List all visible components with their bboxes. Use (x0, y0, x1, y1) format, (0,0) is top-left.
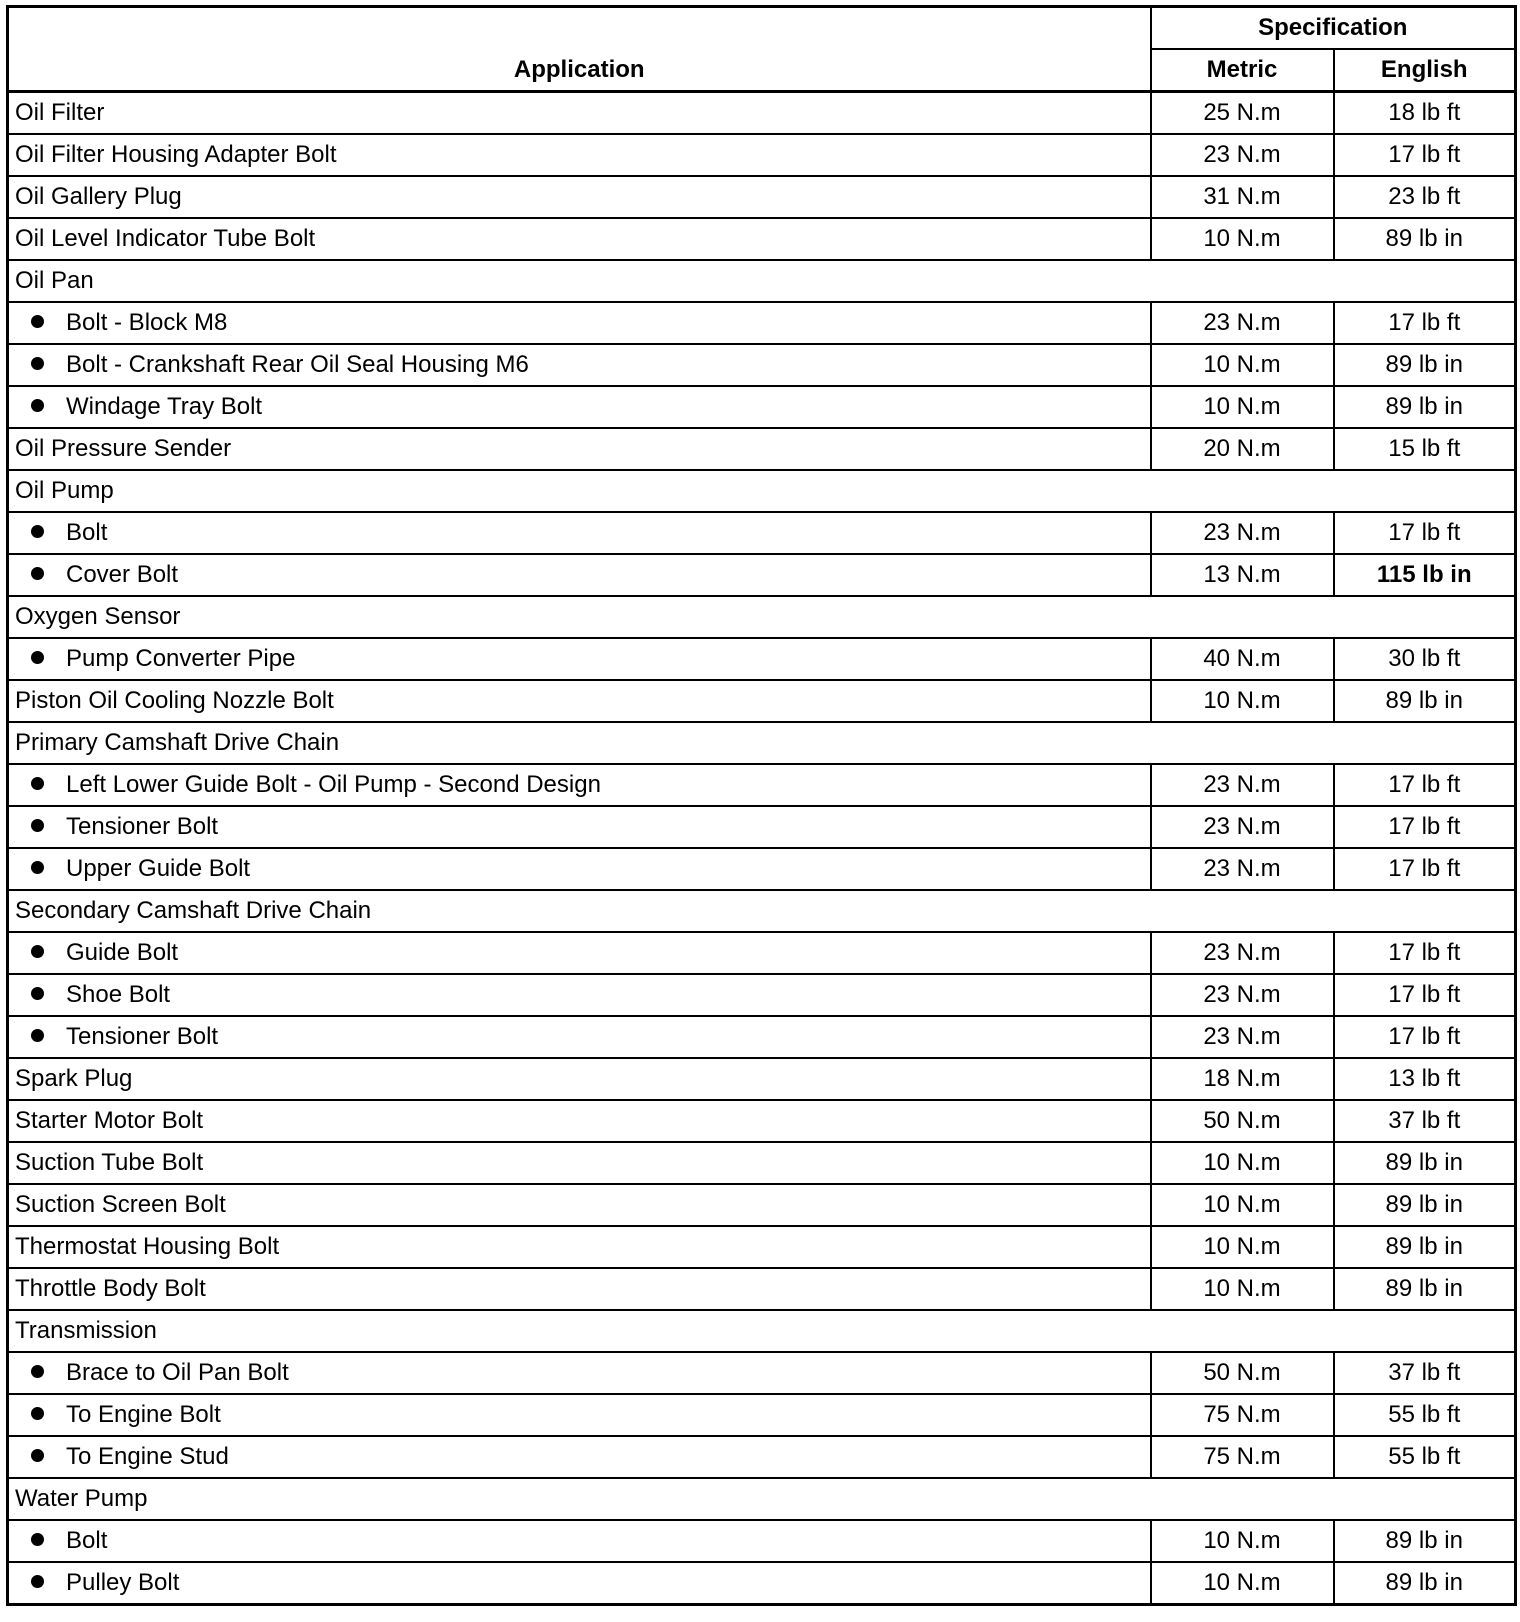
metric-value: 23 N.m (1151, 512, 1334, 554)
table-row (8, 1562, 1516, 1605)
application-cell (8, 386, 1151, 428)
english-value: 89 lb in (1334, 218, 1516, 260)
group-label: Transmission (8, 1310, 1516, 1352)
metric-value: 20 N.m (1151, 428, 1334, 470)
application-cell (8, 1268, 1151, 1310)
table-row (8, 1226, 1516, 1268)
table-row (8, 1520, 1516, 1562)
application-label: Starter Motor Bolt (15, 1107, 204, 1134)
bullet-icon (31, 399, 44, 412)
bullet-icon (31, 1029, 44, 1042)
table-row (8, 806, 1516, 848)
english-value: 89 lb in (1334, 1268, 1516, 1310)
english-value: 89 lb in (1334, 1184, 1516, 1226)
table-row (8, 1352, 1516, 1394)
metric-value: 50 N.m (1151, 1100, 1334, 1142)
table-body (8, 92, 1516, 1605)
application-label: Pump Converter Pipe (66, 645, 296, 672)
application-label: Tensioner Bolt (66, 1023, 219, 1050)
bullet-icon (31, 861, 44, 874)
english-value: 89 lb in (1334, 386, 1516, 428)
application-label: To Engine Stud (66, 1443, 229, 1470)
english-value: 55 lb ft (1334, 1436, 1516, 1478)
application-label: Brace to Oil Pan Bolt (66, 1359, 289, 1386)
metric-value: 23 N.m (1151, 932, 1334, 974)
table-row (8, 1436, 1516, 1478)
metric-value: 23 N.m (1151, 848, 1334, 890)
bullet-icon (31, 315, 44, 328)
bullet-icon (31, 987, 44, 1000)
english-value: 17 lb ft (1334, 806, 1516, 848)
table-row (8, 1016, 1516, 1058)
metric-value: 10 N.m (1151, 1268, 1334, 1310)
table-row (8, 386, 1516, 428)
application-label: Shoe Bolt (66, 981, 171, 1008)
application-cell (8, 848, 1151, 890)
table-row (8, 344, 1516, 386)
metric-value: 23 N.m (1151, 302, 1334, 344)
table-row (8, 848, 1516, 890)
table-row (8, 1394, 1516, 1436)
table-row (8, 680, 1516, 722)
application-label: Bolt (66, 1527, 108, 1554)
application-cell (8, 638, 1151, 680)
bullet-icon (31, 525, 44, 538)
application-cell (8, 428, 1151, 470)
application-label: Thermostat Housing Bolt (15, 1233, 280, 1260)
application-cell (8, 932, 1151, 974)
metric-value: 31 N.m (1151, 176, 1334, 218)
english-value: 89 lb in (1334, 1226, 1516, 1268)
application-cell (8, 1352, 1151, 1394)
table-row (8, 428, 1516, 470)
table-row (8, 134, 1516, 176)
group-label: Primary Camshaft Drive Chain (8, 722, 1516, 764)
application-cell (8, 344, 1151, 386)
metric-value: 25 N.m (1151, 92, 1334, 135)
metric-value: 10 N.m (1151, 344, 1334, 386)
bullet-icon (31, 945, 44, 958)
application-cell (8, 1226, 1151, 1268)
application-cell (8, 1016, 1151, 1058)
english-value: 17 lb ft (1334, 1016, 1516, 1058)
table-row (8, 1058, 1516, 1100)
application-label: Suction Tube Bolt (15, 1149, 204, 1176)
table-row (8, 1268, 1516, 1310)
english-value: 17 lb ft (1334, 932, 1516, 974)
english-value: 23 lb ft (1334, 176, 1516, 218)
english-value: 17 lb ft (1334, 134, 1516, 176)
table-row (8, 302, 1516, 344)
english-value: 89 lb in (1334, 344, 1516, 386)
application-cell (8, 554, 1151, 596)
table-row (8, 1142, 1516, 1184)
header-specification: Specification (1151, 7, 1516, 50)
table-row (8, 92, 1516, 135)
metric-value: 10 N.m (1151, 1226, 1334, 1268)
application-cell (8, 1184, 1151, 1226)
application-cell (8, 1394, 1151, 1436)
application-label: Oil Level Indicator Tube Bolt (15, 225, 316, 252)
group-label: Oil Pan (8, 260, 1516, 302)
english-value: 17 lb ft (1334, 302, 1516, 344)
table-row (8, 512, 1516, 554)
bullet-icon (31, 357, 44, 370)
english-value: 115 lb in (1334, 554, 1516, 596)
application-label: Bolt - Crankshaft Rear Oil Seal Housing M6 (66, 351, 529, 378)
metric-value: 23 N.m (1151, 764, 1334, 806)
english-value: 55 lb ft (1334, 1394, 1516, 1436)
application-cell (8, 806, 1151, 848)
application-cell (8, 302, 1151, 344)
application-label: Cover Bolt (66, 561, 179, 588)
table-group-row (8, 260, 1516, 302)
english-value: 17 lb ft (1334, 764, 1516, 806)
application-cell (8, 1100, 1151, 1142)
application-label: Left Lower Guide Bolt - Oil Pump - Second Design (66, 771, 601, 798)
application-cell (8, 1058, 1151, 1100)
table-row (8, 176, 1516, 218)
metric-value: 13 N.m (1151, 554, 1334, 596)
bullet-icon (31, 777, 44, 790)
metric-value: 18 N.m (1151, 1058, 1334, 1100)
table-row (8, 974, 1516, 1016)
bullet-icon (31, 1575, 44, 1588)
table-row (8, 1184, 1516, 1226)
bullet-icon (31, 819, 44, 832)
table-row (8, 554, 1516, 596)
application-cell (8, 218, 1151, 260)
application-label: Windage Tray Bolt (66, 393, 263, 420)
table-group-row (8, 1478, 1516, 1520)
metric-value: 10 N.m (1151, 218, 1334, 260)
application-label: Spark Plug (15, 1065, 133, 1092)
bullet-icon (31, 1533, 44, 1546)
english-value: 15 lb ft (1334, 428, 1516, 470)
table-row (8, 638, 1516, 680)
bullet-icon (31, 1407, 44, 1420)
table-row (8, 1100, 1516, 1142)
header-application: Application (8, 7, 1151, 92)
application-label: Oil Gallery Plug (15, 183, 182, 210)
application-label: Pulley Bolt (66, 1569, 180, 1596)
english-value: 17 lb ft (1334, 974, 1516, 1016)
table-group-row (8, 722, 1516, 764)
application-label: Bolt (66, 519, 108, 546)
header-metric: Metric (1151, 49, 1334, 92)
bullet-icon (31, 567, 44, 580)
table-group-row (8, 890, 1516, 932)
metric-value: 50 N.m (1151, 1352, 1334, 1394)
group-label: Water Pump (8, 1478, 1516, 1520)
group-label: Oxygen Sensor (8, 596, 1516, 638)
metric-value: 10 N.m (1151, 1520, 1334, 1562)
english-value: 37 lb ft (1334, 1352, 1516, 1394)
table-group-row (8, 596, 1516, 638)
bullet-icon (31, 1449, 44, 1462)
english-value: 30 lb ft (1334, 638, 1516, 680)
english-value: 18 lb ft (1334, 92, 1516, 135)
metric-value: 23 N.m (1151, 974, 1334, 1016)
application-cell (8, 512, 1151, 554)
torque-spec-table (6, 5, 1517, 1606)
english-value: 17 lb ft (1334, 848, 1516, 890)
application-cell (8, 176, 1151, 218)
table-row (8, 932, 1516, 974)
application-label: Oil Pressure Sender (15, 435, 232, 462)
application-cell (8, 92, 1151, 135)
metric-value: 10 N.m (1151, 680, 1334, 722)
application-cell (8, 1520, 1151, 1562)
metric-value: 40 N.m (1151, 638, 1334, 680)
application-label: Piston Oil Cooling Nozzle Bolt (15, 687, 334, 714)
table-group-row (8, 470, 1516, 512)
metric-value: 75 N.m (1151, 1436, 1334, 1478)
metric-value: 10 N.m (1151, 1562, 1334, 1605)
metric-value: 23 N.m (1151, 134, 1334, 176)
application-label: Oil Filter Housing Adapter Bolt (15, 141, 337, 168)
bullet-icon (31, 651, 44, 664)
table-group-row (8, 1310, 1516, 1352)
metric-value: 10 N.m (1151, 1184, 1334, 1226)
english-value: 37 lb ft (1334, 1100, 1516, 1142)
english-value: 89 lb in (1334, 680, 1516, 722)
header-english: English (1334, 49, 1516, 92)
application-cell (8, 764, 1151, 806)
application-label: To Engine Bolt (66, 1401, 221, 1428)
metric-value: 10 N.m (1151, 1142, 1334, 1184)
english-value: 89 lb in (1334, 1520, 1516, 1562)
application-label: Tensioner Bolt (66, 813, 219, 840)
application-label: Bolt - Block M8 (66, 309, 228, 336)
application-label: Upper Guide Bolt (66, 855, 251, 882)
application-label: Throttle Body Bolt (15, 1275, 206, 1302)
table-row (8, 764, 1516, 806)
metric-value: 10 N.m (1151, 386, 1334, 428)
application-cell (8, 1142, 1151, 1184)
english-value: 89 lb in (1334, 1562, 1516, 1605)
application-label: Suction Screen Bolt (15, 1191, 226, 1218)
english-value: 17 lb ft (1334, 512, 1516, 554)
bullet-icon (31, 1365, 44, 1378)
application-cell (8, 680, 1151, 722)
english-value: 89 lb in (1334, 1142, 1516, 1184)
metric-value: 23 N.m (1151, 806, 1334, 848)
application-cell (8, 974, 1151, 1016)
application-cell (8, 134, 1151, 176)
metric-value: 75 N.m (1151, 1394, 1334, 1436)
application-cell (8, 1562, 1151, 1605)
application-label: Oil Filter (15, 99, 105, 126)
application-cell (8, 1436, 1151, 1478)
group-label: Secondary Camshaft Drive Chain (8, 890, 1516, 932)
table-row (8, 218, 1516, 260)
application-label: Guide Bolt (66, 939, 179, 966)
group-label: Oil Pump (8, 470, 1516, 512)
metric-value: 23 N.m (1151, 1016, 1334, 1058)
english-value: 13 lb ft (1334, 1058, 1516, 1100)
